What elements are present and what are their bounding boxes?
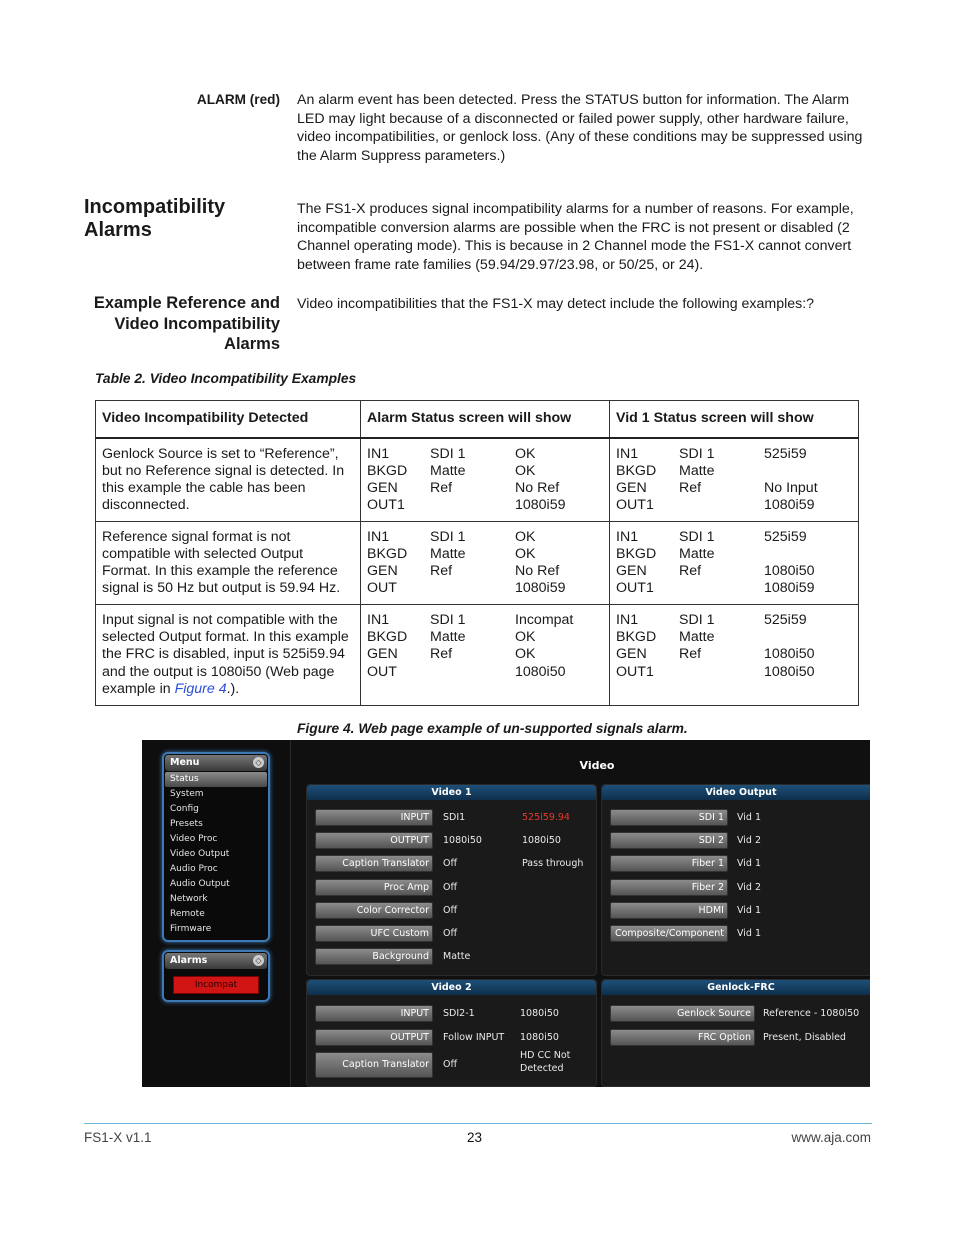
alarms-panel <box>162 950 270 1002</box>
video-output-button[interactable]: SDI 2 <box>610 832 728 849</box>
footer-version: FS1-X v1.1 <box>84 1130 152 1145</box>
menu-panel-title <box>165 755 267 771</box>
genlock-frc-title: Genlock-FRC <box>602 980 870 995</box>
incompat-alarm-button[interactable]: Incompat <box>173 976 259 994</box>
video-main-panel <box>290 740 870 1087</box>
video-output-title: Video Output <box>602 785 870 800</box>
status-value: 525i59 <box>764 528 807 545</box>
status-value: OUT1 <box>616 580 654 597</box>
table-caption: Table 2. Video Incompatibility Examples <box>95 371 357 386</box>
status-value: GEN <box>616 479 647 496</box>
status-value: 1080i50 <box>515 663 566 680</box>
status-value: BKGD <box>616 462 657 479</box>
description-text: .). <box>226 680 240 697</box>
video1-row <box>307 879 596 899</box>
video1-row <box>307 948 596 968</box>
video1-status: 525i59.94 <box>522 812 570 823</box>
status-grid <box>367 612 603 680</box>
video-output-row <box>602 925 870 945</box>
menu-item[interactable]: Video Proc <box>170 834 218 844</box>
status-grid <box>367 529 603 597</box>
status-value: 525i59 <box>764 445 807 462</box>
status-value: BKGD <box>616 545 657 562</box>
status-value: OK <box>515 646 536 663</box>
video2-value: Follow INPUT <box>443 1031 505 1043</box>
status-value: Incompat <box>515 612 574 629</box>
alarm-status-cell <box>361 438 610 522</box>
video1-status: 1080i50 <box>522 835 561 847</box>
status-value: Ref <box>679 563 702 580</box>
status-value: Ref <box>430 563 453 580</box>
video1-status: Pass through <box>522 858 584 870</box>
video1-value: Off <box>443 904 458 916</box>
status-grid <box>616 612 852 680</box>
video1-value: Matte <box>443 951 471 963</box>
status-value: OUT1 <box>616 496 654 513</box>
status-value: BKGD <box>367 462 408 479</box>
video2-status: 1080i50 <box>520 1008 559 1019</box>
status-value: SDI 1 <box>430 528 466 545</box>
footer-divider <box>84 1123 872 1124</box>
genlock-frc-section <box>601 979 870 1087</box>
video-output-button[interactable]: Composite/Component <box>610 925 728 942</box>
menu-item[interactable]: Audio Output <box>170 879 230 889</box>
video-output-row <box>602 809 870 829</box>
video1-row <box>307 925 596 945</box>
video-output-value: Vid 1 <box>737 904 762 916</box>
menu-item[interactable]: Status <box>165 772 267 787</box>
status-value <box>679 664 764 681</box>
status-value: 1080i59 <box>764 580 815 597</box>
video2-row <box>307 1052 596 1072</box>
video-output-value: Vid 2 <box>737 835 762 847</box>
video-output-button[interactable]: HDMI <box>610 902 728 919</box>
status-value: OK <box>515 528 536 545</box>
example-alarms-text: Video incompatibilities that the FS1-X may detect include the following examples:? <box>297 296 815 312</box>
table-header-row <box>96 401 859 438</box>
status-value: SDI 1 <box>679 445 715 462</box>
status-value: 525i59 <box>764 612 807 629</box>
status-grid <box>616 529 852 597</box>
description-text: Input signal is not compatible with the selected Output format. In this example the FRC is disabled, input is 525i59.94 and the output is 1080i50 (Web page example in <box>102 612 349 697</box>
video2-value: SDI2-1 <box>443 1008 475 1019</box>
status-value: GEN <box>616 646 647 663</box>
status-grid <box>367 446 603 514</box>
footer-website[interactable]: www.aja.com <box>791 1130 871 1145</box>
incompatibility-description: Reference signal format is not compatible with selected Output Format. In this example the reference signal is 50 Hz but output is 59.94 Hz. <box>96 521 361 604</box>
video-output-row <box>602 879 870 899</box>
video-output-section <box>601 784 870 976</box>
incompatibility-alarms-text: The FS1-X produces signal incompatibility alarms for a number of reasons. For example, incompatible conversion alarms are possible when the FRC is not present or disabled (2 Channel operating mode). This is because in 2 Channel mode the FS1-X cannot convert between frame rate families (59.94/29.97/23.98, or 50/25, or 24). <box>297 201 854 274</box>
video-output-row <box>602 832 870 852</box>
vid1-status-cell <box>610 605 859 705</box>
video2-row <box>307 1029 596 1049</box>
status-value: IN1 <box>367 528 390 545</box>
video1-button[interactable]: Caption Translator <box>315 855 433 872</box>
status-value: IN1 <box>367 612 390 629</box>
status-value: 1080i59 <box>515 496 566 513</box>
status-value: IN1 <box>616 528 639 545</box>
table-header: Vid 1 Status screen will show <box>610 401 859 438</box>
video1-value: Off <box>443 881 458 893</box>
genlock-row <box>602 1005 870 1025</box>
video-output-button[interactable]: SDI 1 <box>610 809 728 826</box>
status-value: SDI 1 <box>679 528 715 545</box>
status-value: OK <box>515 445 536 462</box>
status-value: No Ref <box>515 563 560 580</box>
video-output-value: Vid 2 <box>737 881 762 893</box>
collapse-icon[interactable]: ◇ <box>253 955 264 966</box>
video2-row <box>307 1005 596 1025</box>
alarms-title: Alarms <box>170 955 208 966</box>
status-value: OK <box>515 629 536 646</box>
status-value: No Ref <box>515 479 560 496</box>
main-title: Video <box>579 759 615 772</box>
status-value <box>430 497 515 514</box>
video1-section <box>306 784 597 976</box>
video1-row <box>307 809 596 829</box>
alarm-status-cell <box>361 521 610 604</box>
figure-4-link[interactable]: Figure 4 <box>174 680 227 697</box>
video1-row <box>307 902 596 922</box>
video-output-row <box>602 855 870 875</box>
status-value: GEN <box>367 563 398 580</box>
menu-title: Menu <box>170 757 200 768</box>
menu-item[interactable]: Config <box>170 804 199 814</box>
status-value <box>764 546 852 563</box>
table-row <box>96 521 859 604</box>
status-value: OUT1 <box>367 496 405 513</box>
alarm-description: An alarm event has been detected. Press the STATUS button for information. The Alarm LED may light because of a disconnected or failed power supply, other hardware failure, video incompatibilities, or genlock loss. (Any of these conditions may be suppressed using the Alarm Suppress parameters.) <box>297 92 863 165</box>
table-header: Video Incompatibility Detected <box>96 401 361 438</box>
video2-section <box>306 979 597 1087</box>
video1-button[interactable]: INPUT <box>315 809 433 826</box>
video-output-button[interactable]: Fiber 2 <box>610 879 728 896</box>
video1-row <box>307 855 596 875</box>
video-output-value: Vid 1 <box>737 928 762 939</box>
status-value: 1080i50 <box>764 563 815 580</box>
video1-row <box>307 832 596 852</box>
genlock-button[interactable]: Genlock Source <box>610 1005 755 1022</box>
figure-caption: Figure 4. Web page example of un-supported signals alarm. <box>297 721 688 736</box>
status-value: OUT <box>367 663 397 680</box>
status-value: No Input <box>764 479 818 496</box>
status-value: SDI 1 <box>430 612 466 629</box>
video2-title: Video 2 <box>307 980 596 995</box>
status-value <box>764 463 852 480</box>
status-value: OK <box>515 545 536 562</box>
menu-item[interactable]: Audio Proc <box>170 864 218 874</box>
menu-list <box>164 772 268 937</box>
table-header: Alarm Status screen will show <box>361 401 610 438</box>
status-grid <box>616 446 852 514</box>
menu-item[interactable]: System <box>170 789 204 799</box>
status-value <box>430 664 515 681</box>
video-output-button[interactable]: Fiber 1 <box>610 855 728 872</box>
video-output-row <box>602 902 870 922</box>
status-value: OUT1 <box>616 663 654 680</box>
vid1-status-cell <box>610 521 859 604</box>
status-value: Ref <box>679 479 702 496</box>
alarm-status-cell <box>361 605 610 705</box>
status-value: SDI 1 <box>679 612 715 629</box>
status-value: BKGD <box>616 629 657 646</box>
status-value: Ref <box>430 646 453 663</box>
status-value: GEN <box>367 646 398 663</box>
menu-item[interactable]: Network <box>170 894 208 904</box>
sidebar <box>142 740 290 1087</box>
genlock-row <box>602 1029 870 1049</box>
status-value: BKGD <box>367 629 408 646</box>
status-value: Matte <box>679 545 715 562</box>
status-value: 1080i59 <box>515 580 566 597</box>
status-value <box>679 497 764 514</box>
status-value: 1080i50 <box>764 646 815 663</box>
status-value: Ref <box>430 479 453 496</box>
video-output-value: Vid 1 <box>737 812 762 823</box>
video1-button[interactable]: UFC Custom <box>315 925 433 942</box>
status-value <box>764 629 852 646</box>
page-number: 23 <box>467 1130 483 1145</box>
alarm-label: ALARM (red) <box>196 92 280 107</box>
vid1-status-cell <box>610 438 859 522</box>
menu-item[interactable]: Presets <box>170 819 203 829</box>
table-row <box>96 438 859 522</box>
status-value: BKGD <box>367 545 408 562</box>
status-value: 1080i59 <box>764 496 815 513</box>
video1-value: 1080i50 <box>443 835 482 847</box>
status-value: IN1 <box>616 612 639 629</box>
incompatibility-alarms-heading: Incompatibility Alarms <box>84 196 226 241</box>
video1-title: Video 1 <box>307 785 596 800</box>
incompatibility-description: Genlock Source is set to “Reference”, but no Reference signal is detected. In this example the cable has been disconnected. <box>96 438 361 522</box>
status-value: OK <box>515 462 536 479</box>
status-value: Matte <box>679 629 715 646</box>
video1-value: Off <box>443 858 458 870</box>
video2-value: Off <box>443 1059 458 1070</box>
genlock-value: Present, Disabled <box>763 1031 846 1043</box>
video1-button[interactable]: OUTPUT <box>315 832 433 849</box>
status-value: Matte <box>430 462 466 479</box>
status-value: IN1 <box>616 445 639 462</box>
video1-button[interactable]: Proc Amp <box>315 879 433 896</box>
genlock-button[interactable]: FRC Option <box>610 1029 755 1046</box>
video-incompatibility-table <box>95 400 859 706</box>
status-value: Matte <box>679 462 715 479</box>
status-value: Matte <box>430 545 466 562</box>
status-value: GEN <box>367 479 398 496</box>
status-value: 1080i50 <box>764 663 815 680</box>
genlock-value: Reference - 1080i50 <box>763 1008 860 1019</box>
status-value: Ref <box>679 646 702 663</box>
video1-value: Off <box>443 928 458 939</box>
status-value <box>679 580 764 597</box>
video-output-value: Vid 1 <box>737 858 762 870</box>
status-value: IN1 <box>367 445 390 462</box>
menu-item[interactable]: Remote <box>170 909 205 919</box>
table-row <box>96 605 859 705</box>
menu-panel <box>162 752 270 942</box>
status-value: SDI 1 <box>430 445 466 462</box>
incompatibility-description <box>96 605 361 705</box>
status-value: Matte <box>430 629 466 646</box>
status-value: OUT <box>367 580 397 597</box>
web-page-screenshot <box>142 740 870 1087</box>
collapse-icon[interactable]: ◇ <box>253 757 264 768</box>
video2-button[interactable]: Caption Translator <box>315 1052 433 1078</box>
status-value <box>430 580 515 597</box>
example-alarms-heading: Example Reference and Video Incompatibility Alarms <box>93 294 280 353</box>
menu-item[interactable]: Video Output <box>170 849 230 859</box>
alarms-panel-title <box>165 953 267 969</box>
video2-status: 1080i50 <box>520 1031 559 1043</box>
video2-status: HD CC Not Detected <box>520 1050 571 1074</box>
video1-button[interactable]: Background <box>315 948 433 965</box>
video1-value: SDI1 <box>443 812 466 823</box>
video2-button[interactable]: INPUT <box>315 1005 433 1022</box>
video1-button[interactable]: Color Corrector <box>315 902 433 919</box>
video2-button[interactable]: OUTPUT <box>315 1029 433 1046</box>
menu-item[interactable]: Firmware <box>170 924 212 934</box>
status-value: GEN <box>616 563 647 580</box>
